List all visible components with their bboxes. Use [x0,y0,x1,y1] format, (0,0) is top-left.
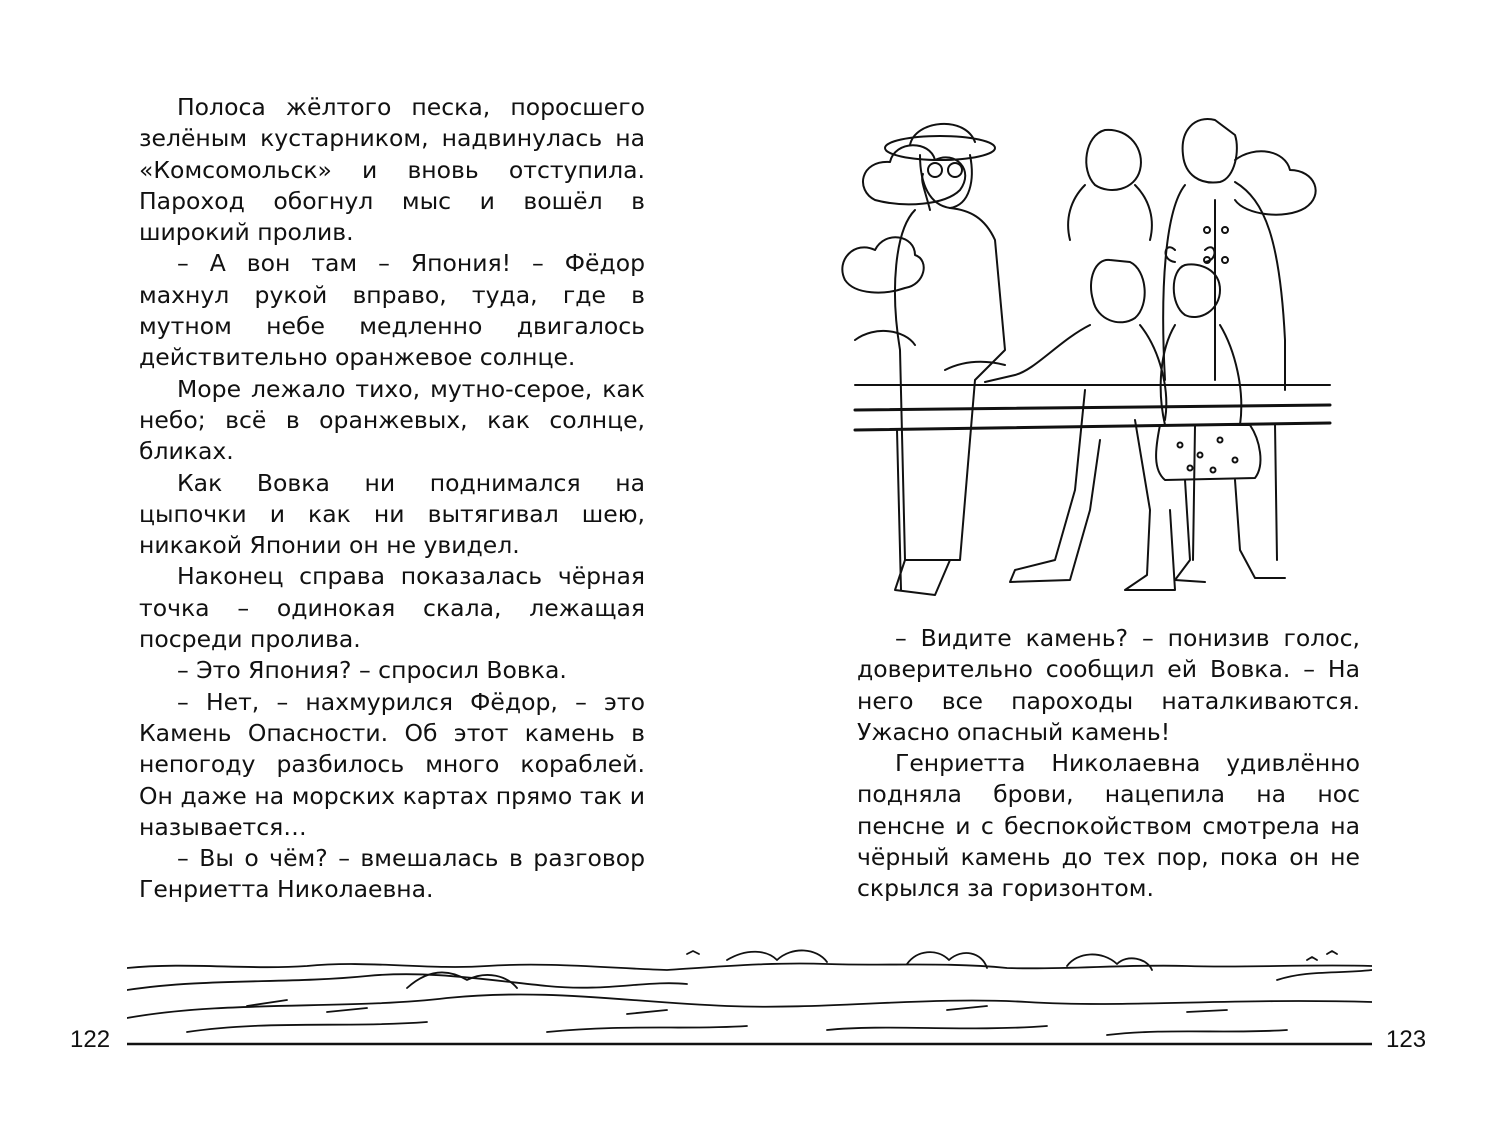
paragraph: Наконец справа показалась чёрная точка – одинокая скала, лежащая посреди пролива. [139,562,645,654]
paragraph: – А вон там – Япония! – Фёдор махнул рукой вправо, туда, где в мутном небе медленно двигалось действительно оранжевое солнце. [139,249,645,372]
paragraph: – Это Япония? – спросил Вовка. [177,656,567,685]
page-number-right: 123 [1386,1026,1427,1053]
landscape-illustration [127,940,1372,1050]
paragraph: Генриетта Николаевна удивлённо подняла брови, нацепила на нос пенсне и с беспокойством смотрела на чёрный камень до тех пор, пока он не скрылся за горизонтом. [857,749,1360,903]
paragraph: – Видите камень? – понизив голос, доверительно сообщил ей Вовка. – На него все пароходы наталкиваются. Ужасно опасный камень! [857,624,1360,746]
page-number-left: 122 [70,1026,111,1053]
family-illustration [835,90,1335,610]
right-page-text [857,623,1360,905]
paragraph: Море лежало тихо, мутно-серое, как небо; всё в оранжевых, как солнце, бликах. [139,374,645,466]
paragraph: – Нет, – нахмурился Фёдор, – это Камень Опасности. Об этот камень в непогоду разбилось много кораблей. Он даже на морских картах прямо так и называется… [139,687,645,841]
left-page-text [139,92,645,906]
paragraph: Как Вовка ни поднимался на цыпочки и как ни вытягивал шею, никакой Японии он не увидел. [139,468,645,560]
paragraph: Полоса жёлтого песка, поросшего зелёным кустарником, надвинулась на «Комсомольск» и вновь отступила. Пароход обогнул мыс и вошёл в широкий пролив. [139,93,645,247]
paragraph: – Вы о чём? – вмешалась в разговор Генриетта Николаевна. [139,844,645,904]
